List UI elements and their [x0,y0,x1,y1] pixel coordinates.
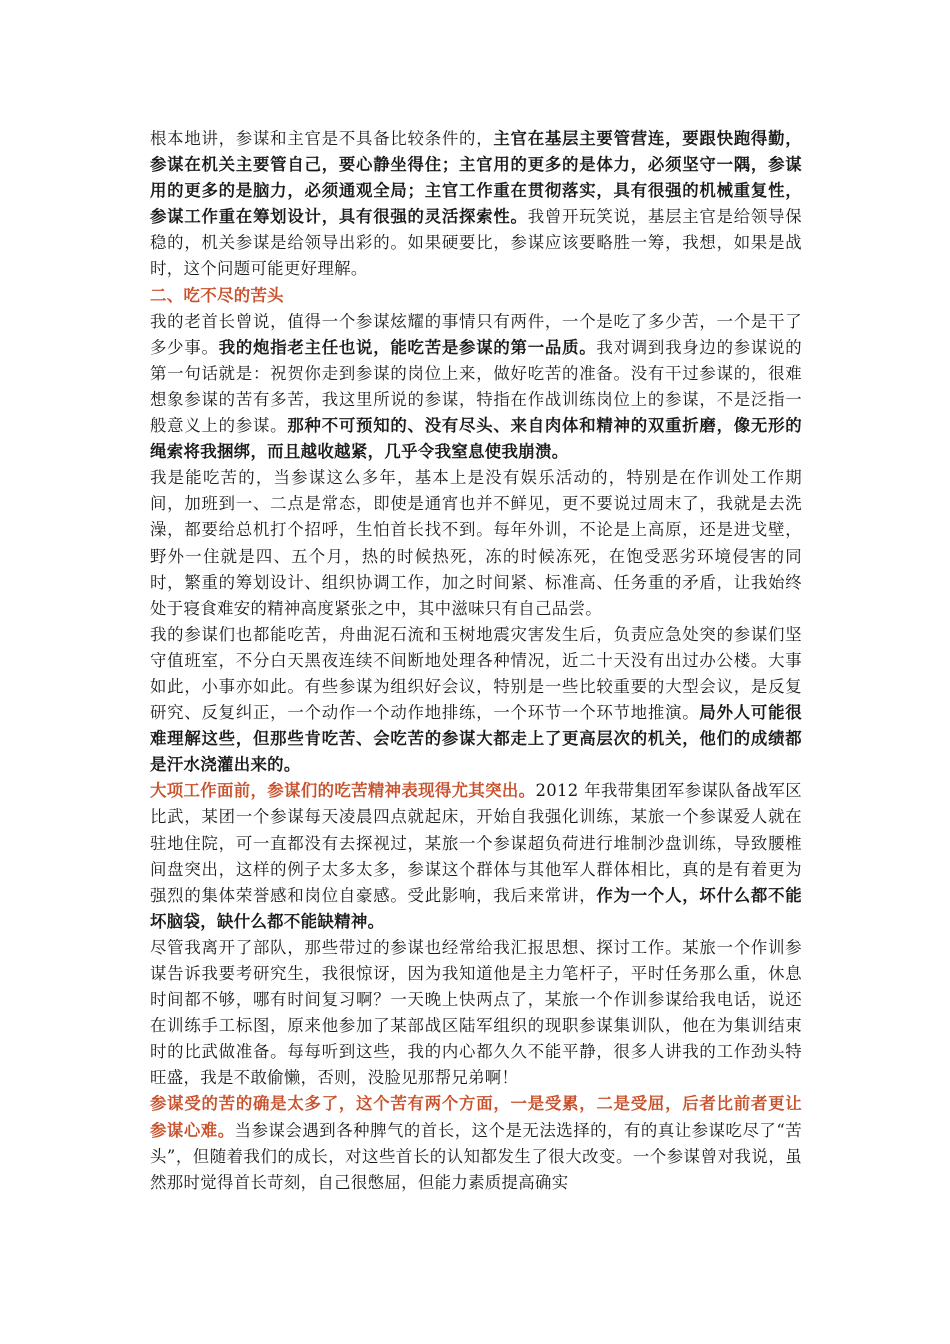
paragraph-2-bold-b: 那种不可预知的、没有尽头、来自肉体和精神的双重折磨，像无形的绳索将我捆绑，而且越收越紧，几乎令我窒息使我崩溃。 [150,416,802,462]
paragraph-4-text: 我的参谋们也都能吃苦，舟曲泥石流和玉树地震灾害发生后，负责应急处突的参谋们坚守值班室，不分白天黑夜连续不间断地处理各种情况，近二十天没有出过办公楼。大事如此，小事亦如此。有些参谋为组织好会议，特别是一些比较重要的大型会议，是反复研究、反复纠正，一个动作一个动作地排练，一个环节一个环节地推演。 [150,624,802,723]
paragraph-5 [150,778,802,935]
paragraph-2-text-a: 我的老首长曾说，值得一个参谋炫耀的事情只有两件，一个是吃了多少苦，一个是干了多少事。 [150,311,802,357]
paragraph-2-text-b: 我对调到我身边的参谋说的第一句话就是：祝贺你走到参谋的岗位上来，做好吃苦的准备。没有干过参谋的，很难想象参谋的苦有多苦，我这里所说的参谋，特指在作战训练岗位上的参谋，不是泛指一般意义上的参谋。 [150,337,803,436]
paragraph-7-text: 当参谋会遇到各种脾气的首长，这个是无法选择的，有的真让参谋吃尽了“苦头”，但随着我们的成长，对这些首长的认知都发生了很大改变。一个参谋曾对我说，虽然那时觉得首长苛刻，自己很憋屈，但能力素质提高确实 [150,1120,802,1192]
paragraph-1-bold: 主官在基层主要管营连，要跟快跑得勤，参谋在机关主要管自己，要心静坐得住；主官用的更多的是体力，必须坚守一隅，参谋用的更多的是脑力，必须通观全局；主官工作重在贯彻落实，具有很强的机械重复性，参谋工作重在筹划设计，具有很强的灵活探索性。 [150,129,803,227]
paragraph-7-highlight: 参谋受的苦的确是太多了，这个苦有两个方面，一是受累，二是受屈，后者比前者更让参谋心难。 [150,1094,802,1140]
paragraph-2-bold-a: 我的炮指老主任也说，能吃苦是参谋的第一品质。 [218,337,597,357]
paragraph-1 [150,126,802,283]
paragraph-1-text-b: 我曾开玩笑说，基层主官是给领导保稳的，机关参谋是给领导出彩的。如果硬要比，参谋应该要略胜一筹，我想，如果是战时，这个问题可能更好理解。 [150,207,802,279]
paragraph-3: 我是能吃苦的，当参谋这么多年，基本上是没有娱乐活动的，特别是在作训处工作期间，加班到一、二点是常态，即使是通宵也并不鲜见，更不要说过周末了，我就是去洗澡，都要给总机打个招呼，生怕首长找不到。每年外训，不论是上高原，还是进戈壁，野外一住就是四、五个月，热的时候热死，冻的时候冻死，在饱受恶劣环境侵害的同时，繁重的筹划设计、组织协调工作，加之时间紧、标准高、任务重的矛盾，让我始终处于寝食难安的精神高度紧张之中，其中滋味只有自己品尝。 [150,468,802,618]
document-page [150,126,802,1196]
paragraph-5-bold: 作为一个人，坏什么都不能坏脑袋，缺什么都不能缺精神。 [150,885,802,931]
paragraph-2 [150,309,802,466]
section-heading-2: 二、吃不尽的苦头 [150,285,284,305]
paragraph-6: 尽管我离开了部队，那些带过的参谋也经常给我汇报思想、探讨工作。某旅一个作训参谋告诉我要考研究生，我很惊讶，因为我知道他是主力笔杆子，平时任务那么重，休息时间都不够，哪有时间复习啊？一天晚上快两点了，某旅一个作训参谋给我电话，说还在训练手工标图，原来他参加了某部战区陆军组织的现职参谋集训队，他在为集训结束时的比武做准备。每每听到这些，我的内心都久久不能平静，很多人讲我的工作劲头特旺盛，我是不敢偷懒，否则，没脸见那帮兄弟啊！ [150,937,802,1088]
paragraph-1-text-a: 根本地讲，参谋和主官是不具备比较条件的， [150,129,494,148]
paragraph-5-highlight: 大项工作面前，参谋们的吃苦精神表现得尤其突出。 [150,781,536,801]
paragraph-4 [150,622,802,779]
paragraph-4-bold: 局外人可能很难理解这些，但那些肯吃苦、会吃苦的参谋大都走上了更高层次的机关，他们的成绩都是汗水浇灌出来的。 [150,703,802,775]
paragraph-7 [150,1091,802,1195]
paragraph-5-text: 2012 年我带集团军参谋队备战军区比武，某团一个参谋每天凌晨四点就起床，开始自我强化训练，某旅一个参谋爱人就在驻地住院，可一直都没有去探视过，某旅一个参谋超负荷进行堆制沙盘训练，导致腰椎间盘突出，这样的例子太多太多，参谋这个群体与其他军人群体相比，真的是有着更为强烈的集体荣誉感和岗位自豪感。受此影响，我后来常讲， [150,781,802,905]
